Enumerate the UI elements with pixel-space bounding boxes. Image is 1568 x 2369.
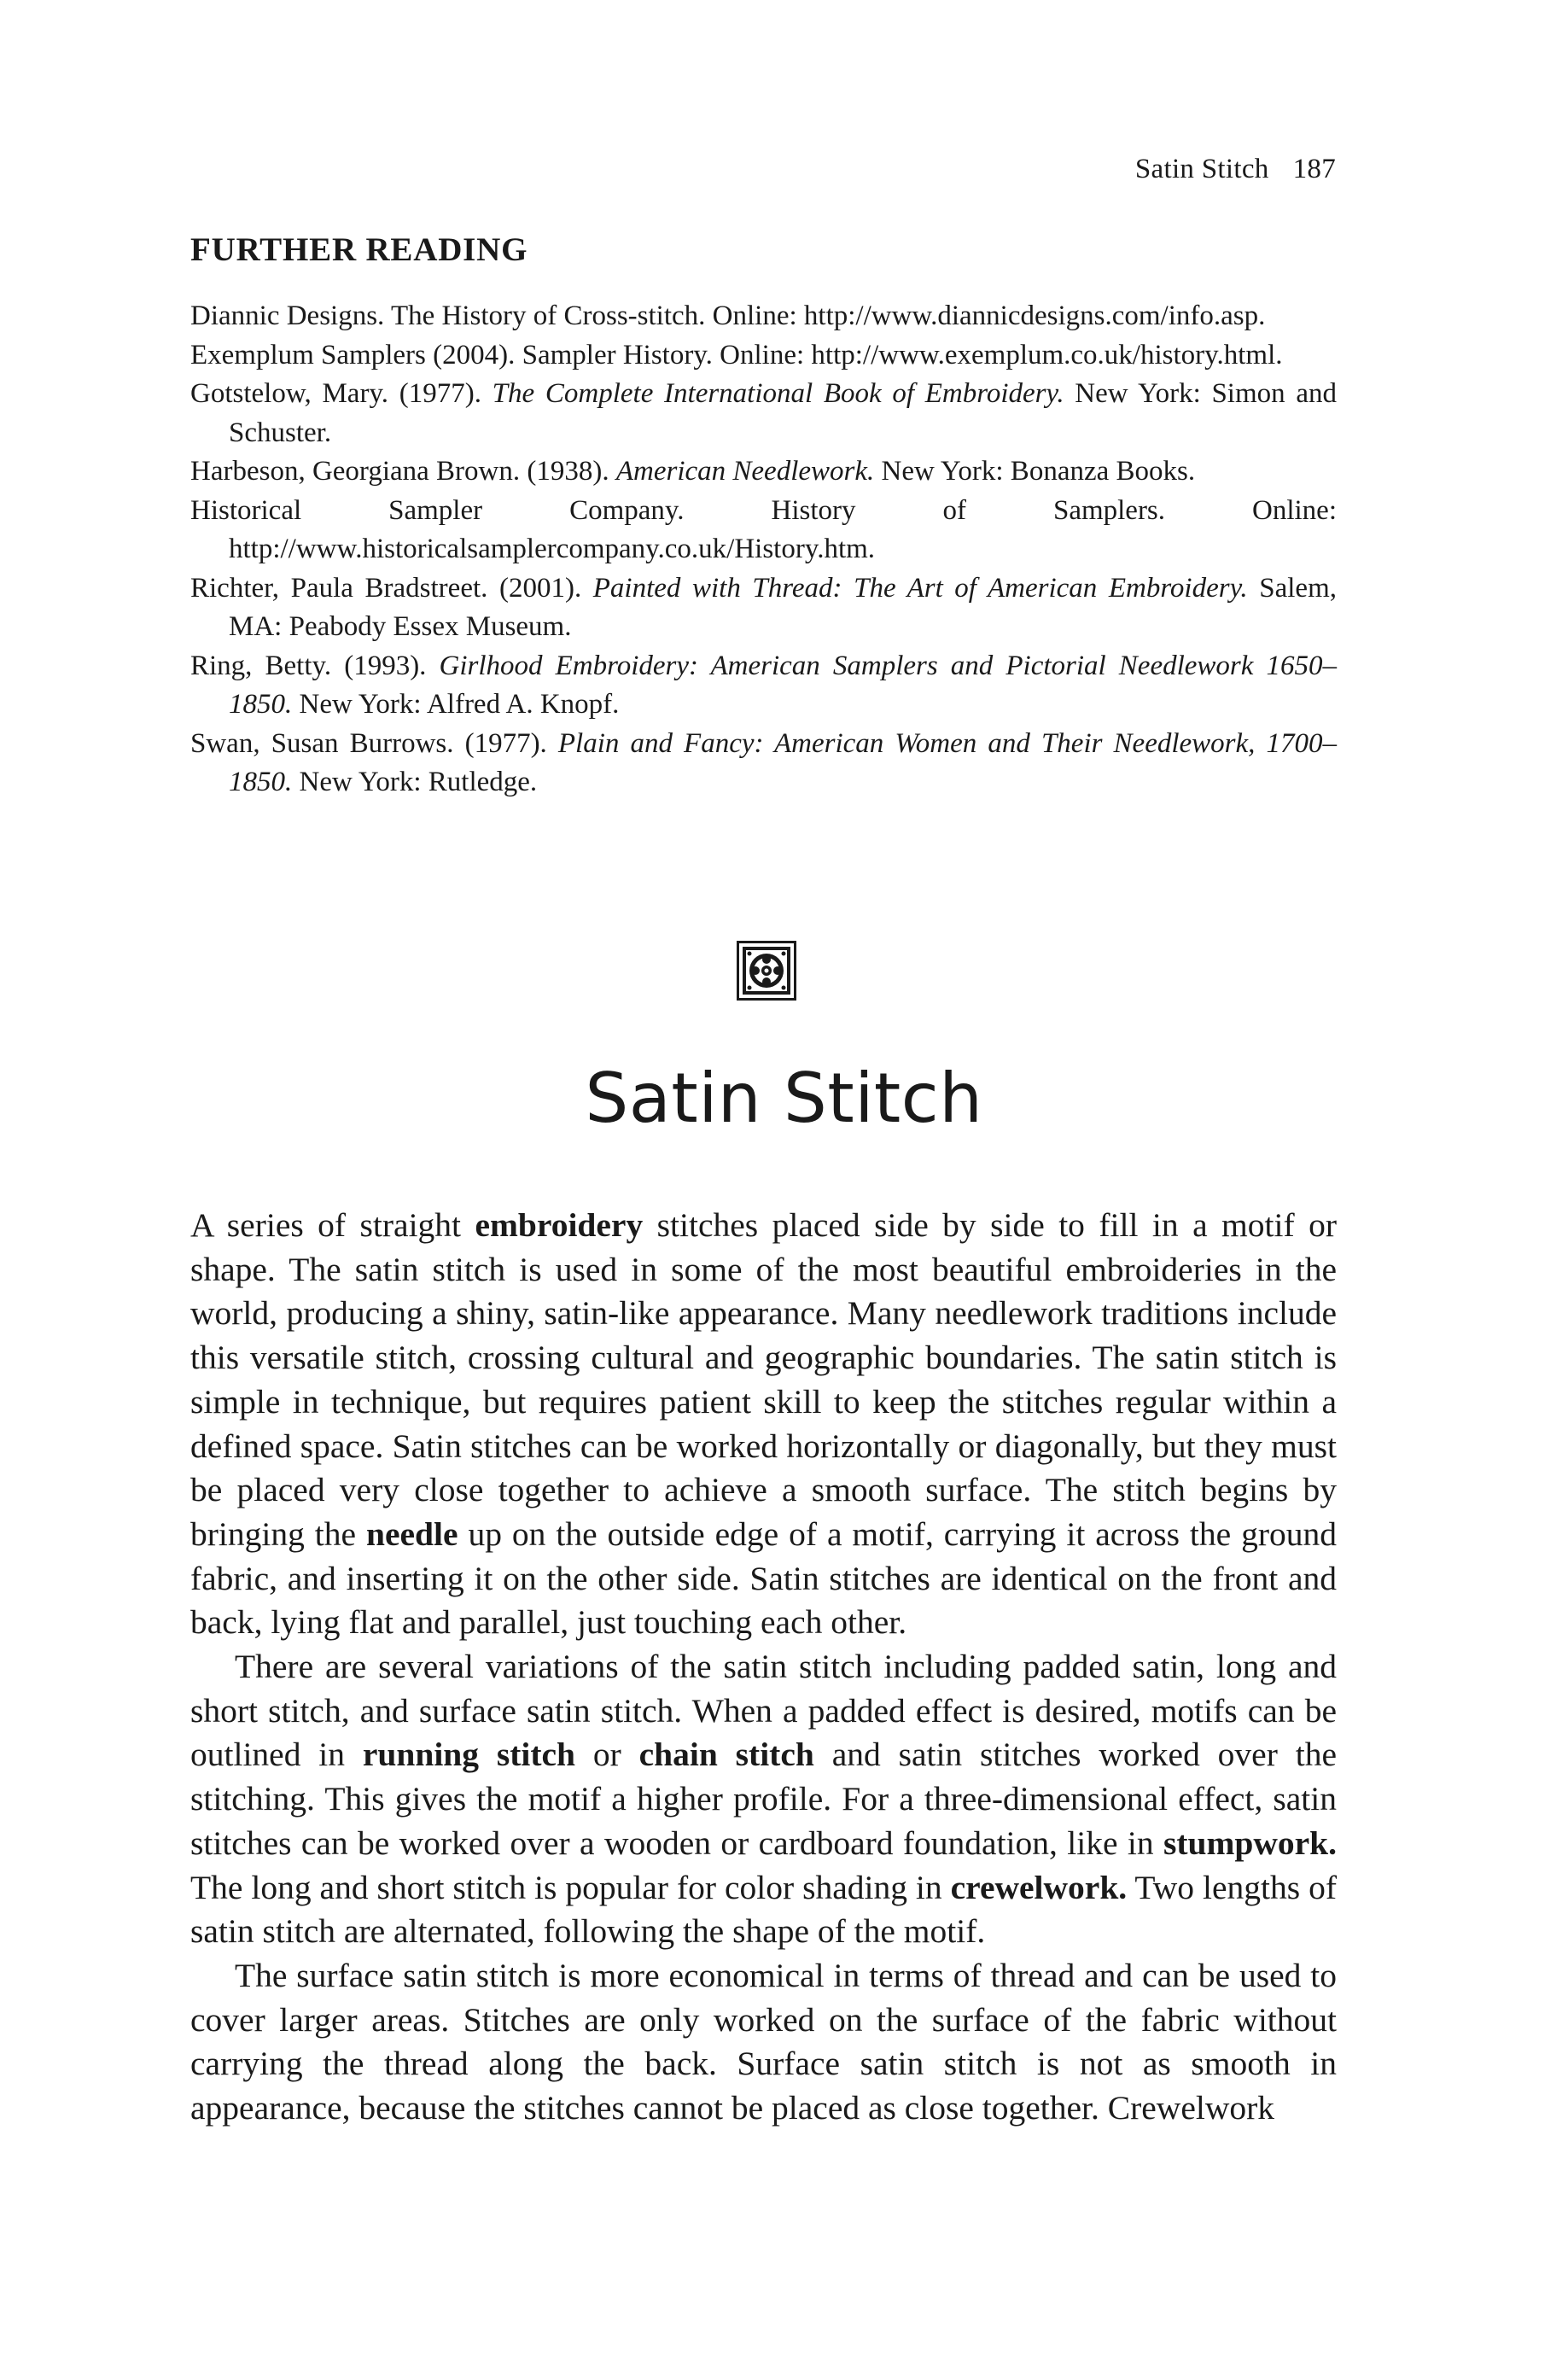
reference-author: Swan, Susan Burrows. (1977). bbox=[190, 727, 558, 759]
page-number: 187 bbox=[1292, 154, 1336, 184]
reference-title: Girlhood Embroidery: American Samplers and Pictorial Needlework 1650–1850. bbox=[229, 650, 1337, 720]
cross-reference-term: crewelwork. bbox=[950, 1868, 1128, 1906]
reference-text: Exemplum Samplers (2004). Sampler History. Online: http://www.exemplum.co.uk/history.html. bbox=[190, 339, 1283, 371]
body-text-run: Two lengths of satin stitch are alternated, following the shape of the motif. bbox=[190, 1868, 1337, 1951]
body-text-run: or bbox=[575, 1736, 639, 1774]
reference-author: Richter, Paula Bradstreet. (2001). bbox=[190, 572, 593, 604]
reference-title: Plain and Fancy: American Women and Their Needlework, 1700–1850. bbox=[229, 727, 1337, 797]
reference-publisher: Salem, MA: Peabody Essex Museum. bbox=[229, 572, 1337, 642]
body-text-run: A series of straight bbox=[190, 1206, 475, 1244]
further-reading-list bbox=[190, 297, 1337, 802]
reference-text: Diannic Designs. The History of Cross-stitch. Online: http://www.diannicdesigns.com/info.asp. bbox=[190, 301, 1266, 331]
cross-reference-term: stumpwork. bbox=[1163, 1823, 1337, 1862]
reference-entry bbox=[190, 452, 1337, 492]
body-text-run: The long and short stitch is popular for color shading in bbox=[190, 1868, 951, 1906]
running-head bbox=[1024, 154, 1336, 185]
body-text-run: There are several variations of the satin stitch including padded satin, long and short stitch, and surface satin stitch. When a padded effect is desired, motifs can be outlined in bbox=[190, 1648, 1337, 1774]
body-paragraph bbox=[190, 1954, 1337, 2131]
reference-author: Harbeson, Georgiana Brown. (1938). bbox=[190, 456, 616, 487]
running-head-title: Satin Stitch bbox=[1134, 154, 1269, 184]
reference-author: Gotstelow, Mary. (1977). bbox=[190, 378, 493, 409]
reference-entry bbox=[190, 297, 1337, 336]
reference-entry bbox=[190, 569, 1337, 647]
cross-reference-term: running stitch bbox=[362, 1736, 576, 1774]
decorative-knot-ornament-icon bbox=[737, 941, 796, 1001]
body-text-run: and satin stitches worked over the stitching. This gives the motif a higher profile. For a three-dimensional effect, satin stitches can be worked over a wooden or cardboard foundation, like in bbox=[190, 1736, 1337, 1862]
body-text-run: The surface satin stitch is more economical in terms of thread and can be used to cover larger areas. Stitches are only worked on the surface of the fabric without carrying the thread along the back. Surface satin stitch is not as smooth in appearance, because the stitches cannot be placed as close together. Crewelwork bbox=[190, 1956, 1337, 2127]
entry-body bbox=[190, 1204, 1337, 2131]
reference-title: Painted with Thread: The Art of American Embroidery. bbox=[592, 572, 1248, 604]
reference-title: The Complete International Book of Embroidery. bbox=[492, 378, 1064, 409]
reference-entry bbox=[190, 647, 1337, 725]
reference-publisher: New York: Bonanza Books. bbox=[874, 456, 1196, 487]
reference-publisher: New York: Alfred A. Knopf. bbox=[292, 689, 620, 720]
body-text-run: up on the outside edge of a motif, carrying it across the ground fabric, and inserting it on the other side. Satin stitches are identical on the front and back, lying flat and parallel, just touching each other. bbox=[190, 1514, 1337, 1642]
reference-text: Historical Sampler Company. History of Samplers. Online: http://www.historicalsamplercompany.co.uk/History.htm. bbox=[190, 494, 1337, 564]
body-text-run: stitches placed side by side to fill in a motif or shape. The satin stitch is used in some of the most beautiful embroideries in the world, producing a shiny, satin-like appearance. Many needlework traditions include this versatile stitch, crossing cultural and geographic boundaries. The satin stitch is simple in technique, but requires patient skill to keep the stitches regular within a defined space. Satin stitches can be worked horizontally or diagonally, but they must be placed very close together to achieve a smooth surface. The stitch begins by bringing the bbox=[190, 1206, 1337, 1553]
cross-reference-term: embroidery bbox=[475, 1206, 644, 1244]
body-paragraph bbox=[190, 1204, 1337, 1645]
reference-author: Ring, Betty. (1993). bbox=[190, 650, 440, 681]
reference-entry bbox=[190, 375, 1337, 452]
cross-reference-term: needle bbox=[366, 1514, 458, 1553]
reference-entry bbox=[190, 725, 1337, 802]
reference-title: American Needlework. bbox=[615, 456, 875, 487]
further-reading-heading: FURTHER READING bbox=[190, 231, 528, 268]
body-paragraph bbox=[190, 1645, 1337, 1954]
entry-title: Satin Stitch bbox=[585, 1059, 983, 1138]
cross-reference-term: chain stitch bbox=[638, 1736, 814, 1774]
reference-publisher: New York: Rutledge. bbox=[292, 767, 538, 797]
reference-entry bbox=[190, 492, 1337, 569]
reference-publisher: New York: Simon and Schuster. bbox=[229, 378, 1337, 448]
reference-entry bbox=[190, 336, 1337, 376]
